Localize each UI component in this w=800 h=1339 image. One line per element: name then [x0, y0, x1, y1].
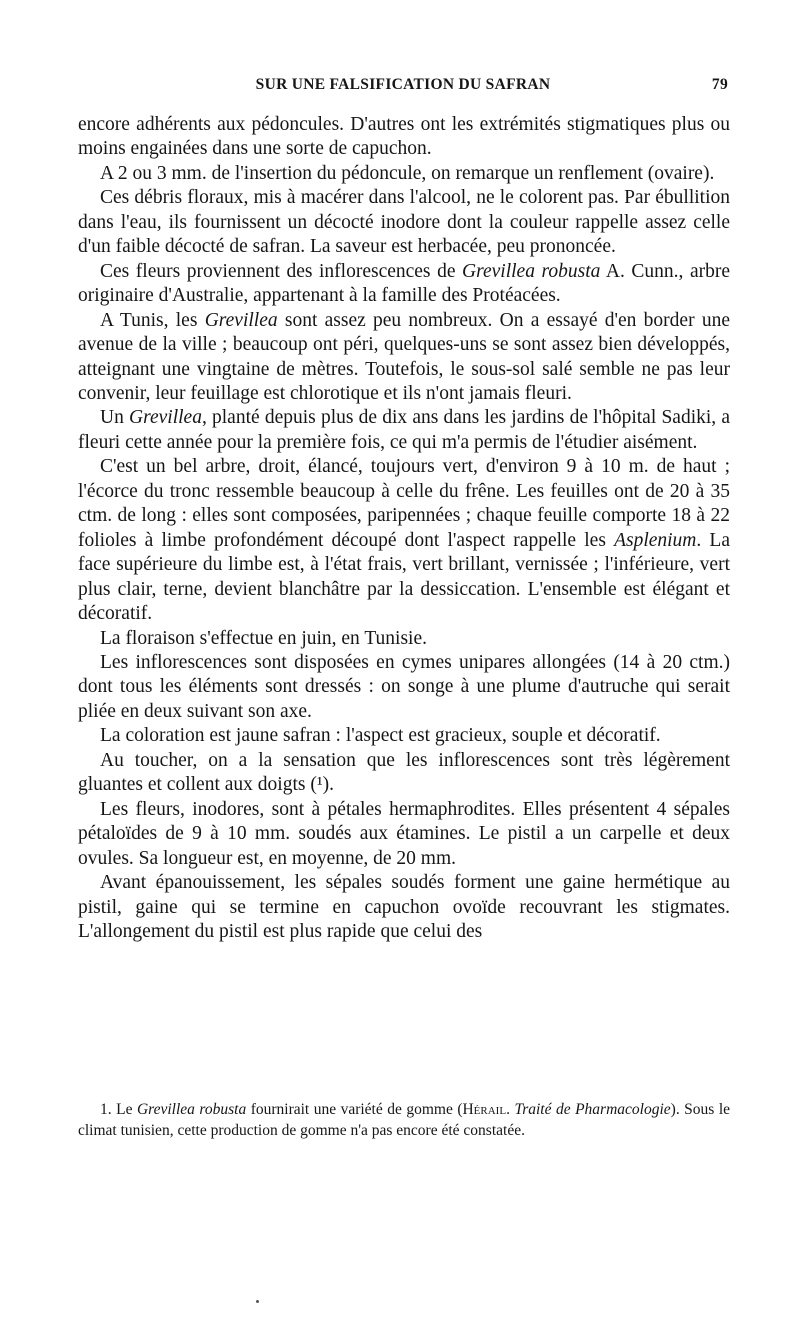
paragraph-4: [78, 260, 730, 309]
paragraph-9: [78, 651, 730, 724]
paragraph-3-text: Ces débris floraux, mis à macérer dans l'alcool, ne le colorent pas. Par ébullition dans l'eau, ils fournissent un décocté inodore dont la couleur rappelle assez celle d'un faible décocté de safran. La saveur est herbacée, peu prononcée.: [78, 187, 730, 258]
running-title: SUR UNE FALSIFICATION DU SAFRAN: [255, 76, 551, 93]
paragraph-7-after: . La face supérieure du limbe est, à l'état frais, vert brillant, vernissée ; l'inférieure, vert plus clair, terne, devient blanchâtre par la dessiccation. L'ensemble est élégant et décoratif.: [78, 529, 730, 625]
paragraph-1: [78, 113, 730, 162]
paragraph-8: [78, 627, 730, 651]
footnote-after: ). Sous le climat tunisien, cette production de gomme n'a pas encore été constatée.: [78, 1101, 731, 1139]
footnote-book-title: Traité de Pharmacologie: [514, 1101, 671, 1118]
paragraph-12: [78, 798, 730, 871]
footnotes: [78, 1100, 730, 1141]
paragraph-6-before: Un: [100, 407, 130, 429]
page-header: [78, 76, 728, 98]
paragraph-13: [78, 871, 730, 944]
paragraph-9-text: Les inflorescences sont disposées en cymes unipares allongées (14 à 20 ctm.) dont tous les éléments sont dressés : on songe à une plume d'autruche qui serait pliée en deux suivant son axe.: [78, 651, 730, 722]
paragraph-11: [78, 749, 730, 798]
footnote-species: Grevillea robusta: [136, 1101, 247, 1118]
footnote-middle-2: .: [506, 1101, 515, 1118]
body-text: [78, 113, 730, 944]
paragraph-4-after: A. Cunn., arbre originaire d'Australie, appartenant à la famille des Protéacées.: [78, 260, 730, 307]
paragraph-10: [78, 724, 730, 748]
paragraph-5-genus: Grevillea: [204, 309, 278, 331]
paragraph-13-text: Avant épanouissement, les sépales soudés forment une gaine hermétique au pistil, gaine qui se termine en capuchon ovoïde recouvrant les stigmates. L'allongement du pistil est plus rapide que celui des: [78, 872, 730, 942]
footnote-middle-1: fournirait une variété de gomme (: [246, 1101, 463, 1118]
paragraph-6-genus: Grevillea: [129, 407, 202, 429]
paragraph-4-before: Ces fleurs proviennent des inflorescences de: [100, 260, 463, 282]
footnote-1: [78, 1100, 730, 1141]
paragraph-5-after: sont assez peu nombreux. On a essayé d'en border une avenue de la ville ; beaucoup ont péri, quelques-uns se sont assez bien développés, atteignant une vingtaine de mètres. Toutefois, le sous-sol salé semble ne pas leur convenir, leur feuillage est chlorotique et ils n'ont jamais fleuri.: [78, 309, 730, 404]
footnote-author: Hérail: [462, 1101, 507, 1118]
page-number: 79: [711, 76, 728, 93]
paragraph-10-text: La coloration est jaune safran : l'aspect est gracieux, souple et décoratif.: [100, 725, 661, 747]
paragraph-6: [78, 406, 730, 455]
footnote-before: Le: [111, 1101, 137, 1118]
paragraph-6-after: , planté depuis plus de dix ans dans les jardins de l'hôpital Sadiki, a fleuri cette année pour la première fois, ce qui m'a permis de l'étudier aisément.: [78, 407, 730, 453]
paragraph-3: [78, 186, 730, 259]
paragraph-7-genus: Asplenium: [614, 529, 697, 551]
paragraph-5: [78, 309, 730, 407]
paragraph-7: [78, 455, 730, 626]
paragraph-2-text: A 2 ou 3 mm. de l'insertion du pédoncule, on remarque un renflement (ovaire).: [100, 162, 715, 184]
scan-speck: [256, 1300, 259, 1303]
paragraph-4-species: Grevillea robusta: [462, 260, 601, 282]
paragraph-8-text: La floraison s'effectue en juin, en Tunisie.: [100, 627, 428, 649]
paragraph-11-text: Au toucher, on a la sensation que les inflorescences sont très légèrement gluantes et collent aux doigts (¹).: [78, 749, 730, 796]
paragraph-5-before: A Tunis, les: [100, 309, 205, 331]
footnote-number: 1.: [100, 1101, 112, 1118]
paragraph-12-text: Les fleurs, inodores, sont à pétales hermaphrodites. Elles présentent 4 sépales pétaloïdes de 9 à 10 mm. soudés aux étamines. Le pistil a un carpelle et deux ovules. Sa longueur est, en moyenne, de 20 mm.: [78, 798, 730, 869]
paragraph-2: [78, 162, 730, 186]
paragraph-1-text: encore adhérents aux pédoncules. D'autres ont les extrémités stigmatiques plus ou moins engainées dans une sorte de capuchon.: [78, 114, 730, 160]
paragraph-7-before: C'est un bel arbre, droit, élancé, toujours vert, d'environ 9 à 10 m. de haut ; l'écorce du tronc ressemble beaucoup à celle du frêne. Les feuilles ont de 20 à 35 ctm. de long : elles sont composées, paripennées ; chaque feuille comporte 18 à 22 folioles à limbe profondément découpé dont l'aspect rappelle les: [78, 456, 730, 551]
